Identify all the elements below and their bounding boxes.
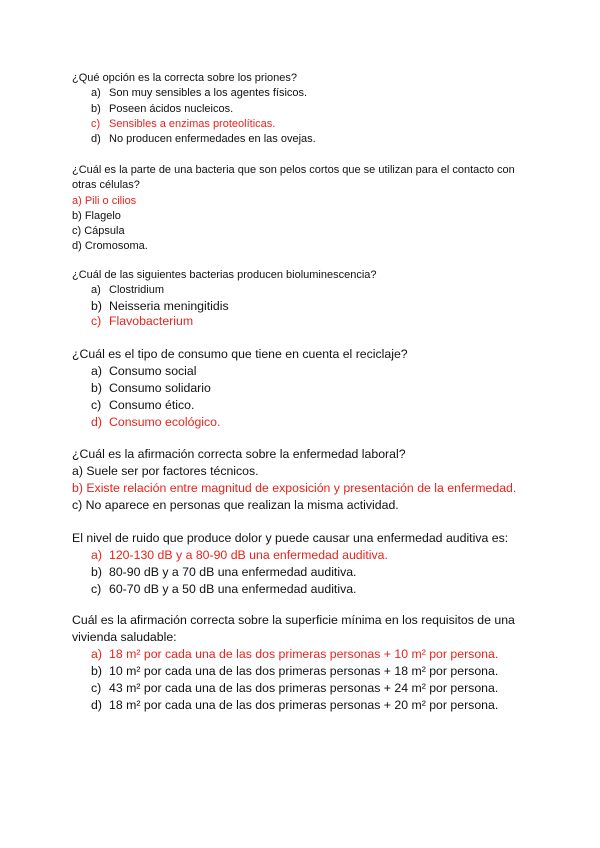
option-b <box>72 380 542 397</box>
option-c: c) Cápsula <box>72 225 125 238</box>
option-d: d) Cromosoma. <box>72 240 148 253</box>
option-label: c) <box>91 313 102 328</box>
option-label: a) <box>91 548 102 562</box>
option-text: Consumo social <box>109 364 197 378</box>
option-label: d) <box>91 415 102 429</box>
option-text: Son muy sensibles a los agentes físicos. <box>109 87 308 100</box>
option-text: 10 m² por cada una de las dos primeras personas + 18 m² por persona. <box>109 664 499 678</box>
option-label: d) <box>91 133 101 146</box>
option-text: 43 m² por cada una de las dos primeras personas + 24 m² por persona. <box>109 681 499 695</box>
question-text: Cuál es la afirmación correcta sobre la superficie mínima en los requisitos de una vivienda saludable: <box>72 613 515 644</box>
option-label: c) <box>91 398 102 412</box>
question-1 <box>72 71 542 147</box>
option-label: d) <box>91 698 102 712</box>
option-label: b) <box>91 298 102 313</box>
option-c-correct <box>72 117 542 132</box>
option-b: b) Flagelo <box>72 209 121 222</box>
option-text: 18 m² por cada una de las dos primeras personas + 10 m² por persona. <box>109 647 499 661</box>
option-a-correct: a) Pili o cilios <box>72 194 137 207</box>
option-text: Flavobacterium <box>109 313 194 328</box>
question-2 <box>72 163 542 255</box>
question-text: ¿Cuál es el tipo de consumo que tiene en cuenta el reciclaje? <box>72 347 408 361</box>
option-label: a) <box>91 647 102 661</box>
option-c <box>72 680 542 697</box>
option-label: b) <box>91 102 101 115</box>
option-a <box>72 363 542 380</box>
option-label: a) <box>91 364 102 378</box>
option-a <box>72 86 542 101</box>
option-text: 120-130 dB y a 80-90 dB una enfermedad auditiva. <box>109 548 388 562</box>
option-a <box>72 283 542 298</box>
option-text: Consumo ético. <box>109 398 195 412</box>
option-text: Poseen ácidos nucleicos. <box>109 102 234 115</box>
option-b <box>72 663 542 680</box>
option-a-correct <box>72 646 542 663</box>
option-label: a) <box>91 284 101 297</box>
option-text: No producen enfermedades en las ovejas. <box>109 133 316 146</box>
option-d <box>72 132 542 147</box>
option-b <box>72 102 542 117</box>
question-6 <box>72 530 542 598</box>
question-4 <box>72 346 542 431</box>
option-text: Neisseria meningitidis <box>109 298 229 313</box>
option-b <box>72 564 542 581</box>
option-d <box>72 697 542 714</box>
option-text: Consumo ecológico. <box>109 415 221 429</box>
option-text: Clostridium <box>109 284 165 297</box>
option-b <box>72 299 542 314</box>
question-text: ¿Cuál es la parte de una bacteria que son pelos cortos que se utilizan para el contacto con otras células? <box>72 164 515 192</box>
question-text: ¿Qué opción es la correcta sobre los priones? <box>72 72 298 84</box>
option-text: Sensibles a enzimas proteolíticas. <box>109 117 276 130</box>
question-text: El nivel de ruido que produce dolor y puede causar una enfermedad auditiva es: <box>72 531 509 545</box>
option-c <box>72 581 542 598</box>
option-c-correct <box>72 314 542 329</box>
option-c <box>72 397 542 414</box>
option-label: c) <box>91 117 101 130</box>
option-a-correct <box>72 547 542 564</box>
option-text: 60-70 dB y a 50 dB una enfermedad auditiva. <box>109 582 357 596</box>
option-b-correct: b) Existe relación entre magnitud de exposición y presentación de la enfermedad. <box>72 481 517 495</box>
option-c: c) No aparece en personas que realizan la misma actividad. <box>72 498 399 512</box>
question-text: ¿Cuál es la afirmación correcta sobre la enfermedad laboral? <box>72 447 406 461</box>
option-text: Consumo solidario <box>109 381 211 395</box>
option-label: c) <box>91 681 102 695</box>
option-text: 80-90 dB y a 70 dB una enfermedad auditiva. <box>109 565 357 579</box>
option-text: 18 m² por cada una de las dos primeras personas + 20 m² por persona. <box>109 698 499 712</box>
option-label: c) <box>91 582 102 596</box>
option-label: b) <box>91 381 102 395</box>
option-label: b) <box>91 565 102 579</box>
option-d-correct <box>72 414 542 431</box>
option-label: a) <box>91 87 101 100</box>
option-label: b) <box>91 664 102 678</box>
question-5 <box>72 446 542 514</box>
option-a: a) Suele ser por factores técnicos. <box>72 464 259 478</box>
question-3 <box>72 268 542 329</box>
question-text: ¿Cuál de las siguientes bacterias producen bioluminescencia? <box>72 269 377 281</box>
question-7 <box>72 612 542 714</box>
